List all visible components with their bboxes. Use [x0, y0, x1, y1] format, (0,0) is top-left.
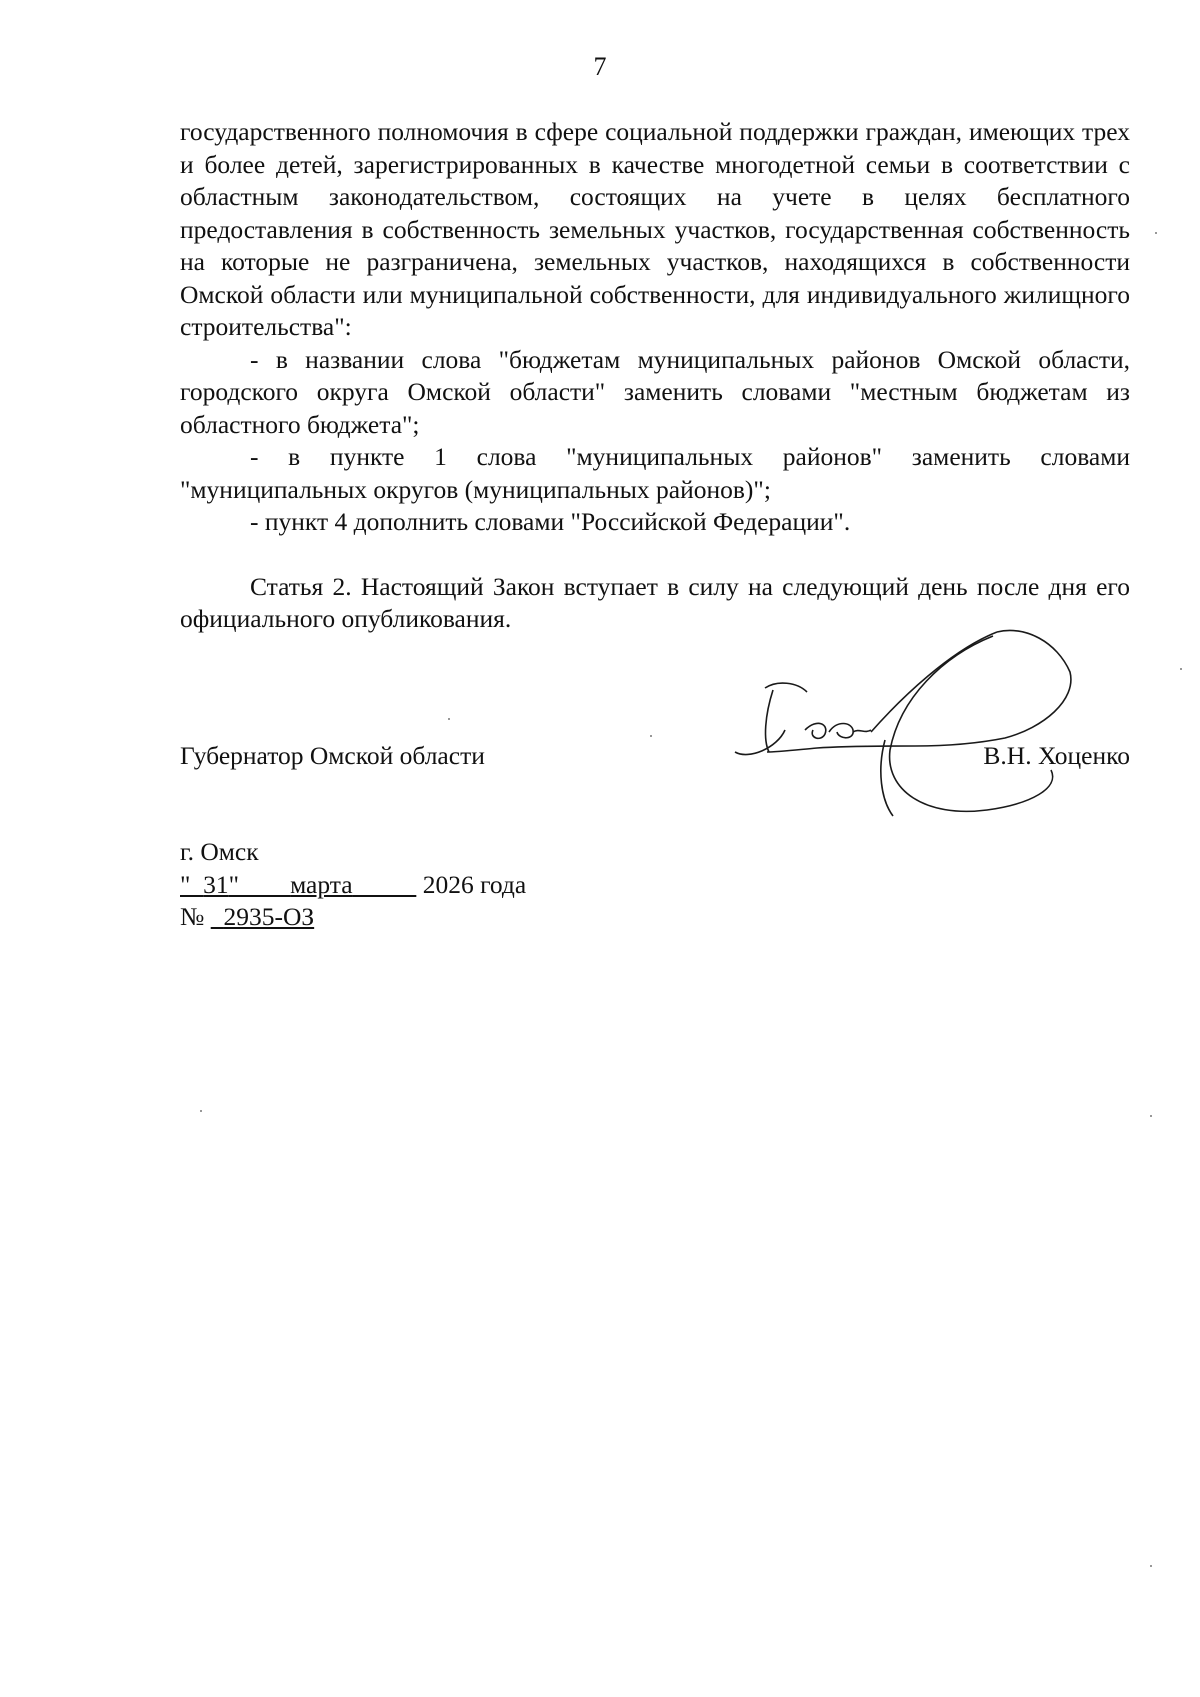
scan-speck	[1180, 668, 1182, 670]
paragraph-continuation: государственного полномочия в сфере социальной поддержки граждан, имеющих трех и более детей, зарегистрированных в качестве многодетной семьи в соответствии с областным законодательством, состоящих на учете в целях бесплатного предоставления в собственность земельных участков, государственная собственность на которые не разграничена, земельных участков, находящихся в собственности Омской области или муниципальной собственности, для индивидуального жилищного строительства":	[180, 117, 1130, 341]
law-number: 2935-ОЗ	[223, 902, 315, 931]
number-sign: №	[180, 902, 205, 931]
city-line	[180, 836, 526, 869]
date-day: 31	[203, 869, 229, 899]
place-and-date-block	[180, 836, 526, 934]
city: г. Омск	[180, 837, 259, 866]
scan-speck	[200, 1110, 202, 1112]
scan-speck	[1155, 232, 1157, 234]
paragraph-gap	[180, 539, 1130, 571]
scan-speck	[1150, 1115, 1152, 1117]
governor-title: Губернатор Омской области	[180, 741, 485, 770]
date-month: марта	[290, 869, 353, 899]
article-2: Статья 2. Настоящий Закон вступает в силу на следующий день после дня его официального опубликования.	[180, 571, 1130, 633]
scan-speck	[1150, 1565, 1152, 1567]
law-number-line	[180, 901, 526, 934]
handwritten-signature	[725, 620, 1085, 820]
governor-name: В.Н. Хоценко	[983, 741, 1130, 770]
amendment-item-2: - в пункте 1 слова "муниципальных районов" заменить словами "муниципальных округов (муниципальных районов)";	[180, 442, 1130, 504]
date-year: 2026 года	[422, 869, 527, 899]
page-number: 7	[593, 52, 607, 81]
amendment-item-3: - пункт 4 дополнить словами "Российской Федерации".	[250, 507, 851, 536]
scan-speck	[650, 735, 652, 737]
scan-speck	[448, 718, 450, 720]
document-body	[180, 116, 1130, 636]
amendment-item-1: - в названии слова "бюджетам муниципальных районов Омской области, городского округа Омской области" заменить словами "местным бюджетам из областного бюджета";	[180, 344, 1130, 439]
date-line: " 31" марта 2026 года	[180, 869, 527, 899]
